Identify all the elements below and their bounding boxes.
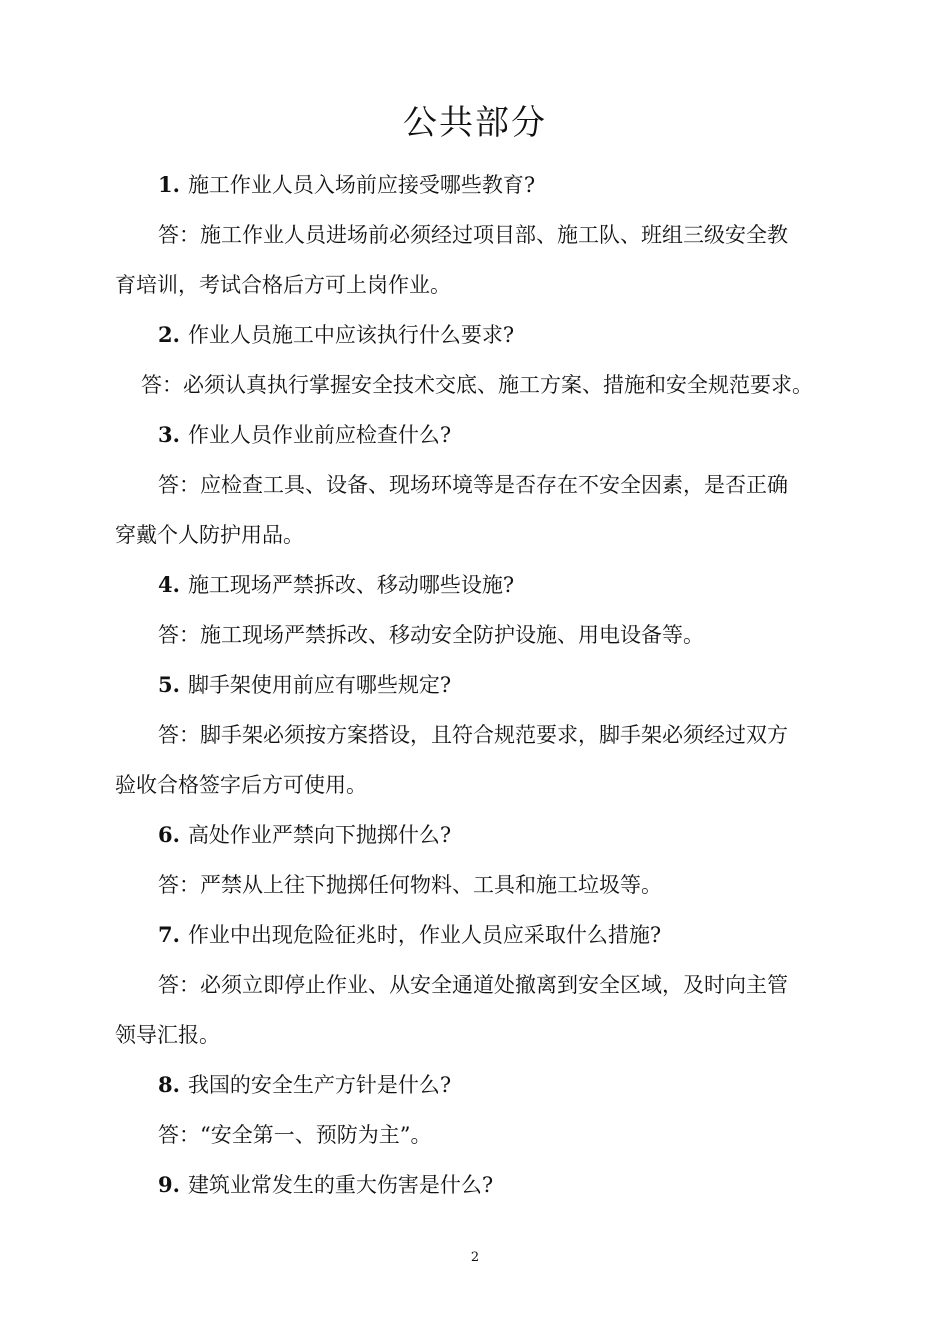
question-6 [115,810,837,860]
question-text: 作业人员施工中应该执行什么要求? [187,323,515,347]
question-text: 作业人员作业前应检查什么? [187,423,452,447]
question-9 [115,1160,837,1210]
answer-3-line-2: 穿戴个人防护用品。 [115,523,304,547]
question-text: 脚手架使用前应有哪些规定? [187,673,452,697]
answer-5-line-2: 验收合格签字后方可使用。 [115,773,367,797]
question-text: 作业中出现危险征兆时，作业人员应采取什么措施? [187,923,662,947]
answer-3-line-1: 答：应检查工具、设备、现场环境等是否存在不安全因素，是否正确 [158,473,788,497]
question-1 [115,160,837,210]
question-7 [115,910,837,960]
question-text: 高处作业严禁向下抛掷什么? [187,823,452,847]
question-number: 5. [158,672,180,697]
answer-6-line-1: 答：严禁从上往下抛掷任何物料、工具和施工垃圾等。 [158,873,662,897]
question-2 [115,310,837,360]
answer-4-line-1: 答：施工现场严禁拆改、移动安全防护设施、用电设备等。 [158,623,704,647]
answer-1-line-2: 育培训，考试合格后方可上岗作业。 [115,273,451,297]
question-4 [115,560,837,610]
question-number: 6. [158,822,180,847]
question-number: 8. [158,1072,180,1097]
answer-5-line-1: 答：脚手架必须按方案搭设，且符合规范要求，脚手架必须经过双方 [158,723,788,747]
question-5 [115,660,837,710]
question-number: 3. [158,422,180,447]
question-number: 9. [158,1172,180,1197]
question-3 [115,410,837,460]
page-title: 公共部分 [403,103,547,143]
answer-7-line-1: 答：必须立即停止作业、从安全通道处撤离到安全区域，及时向主管 [158,973,788,997]
question-number: 7. [158,922,180,947]
question-text: 施工作业人员入场前应接受哪些教育? [187,173,536,197]
qa-list [115,160,837,1210]
question-text: 我国的安全生产方针是什么? [187,1073,452,1097]
answer-1-line-1: 答：施工作业人员进场前必须经过项目部、施工队、班组三级安全教 [158,223,788,247]
page-number: 2 [470,1250,480,1265]
answer-8-line-1: 答：“安全第一、预防为主”。 [158,1123,432,1147]
question-number: 2. [158,322,180,347]
question-text: 建筑业常发生的重大伤害是什么? [187,1173,494,1197]
question-text: 施工现场严禁拆改、移动哪些设施? [187,573,515,597]
question-number: 4. [158,572,180,597]
question-number: 1. [158,172,180,197]
answer-2-line-1: 答：必须认真执行掌握安全技术交底、施工方案、措施和安全规范要求。 [141,373,813,397]
question-8 [115,1060,837,1110]
answer-7-line-2: 领导汇报。 [115,1023,220,1047]
